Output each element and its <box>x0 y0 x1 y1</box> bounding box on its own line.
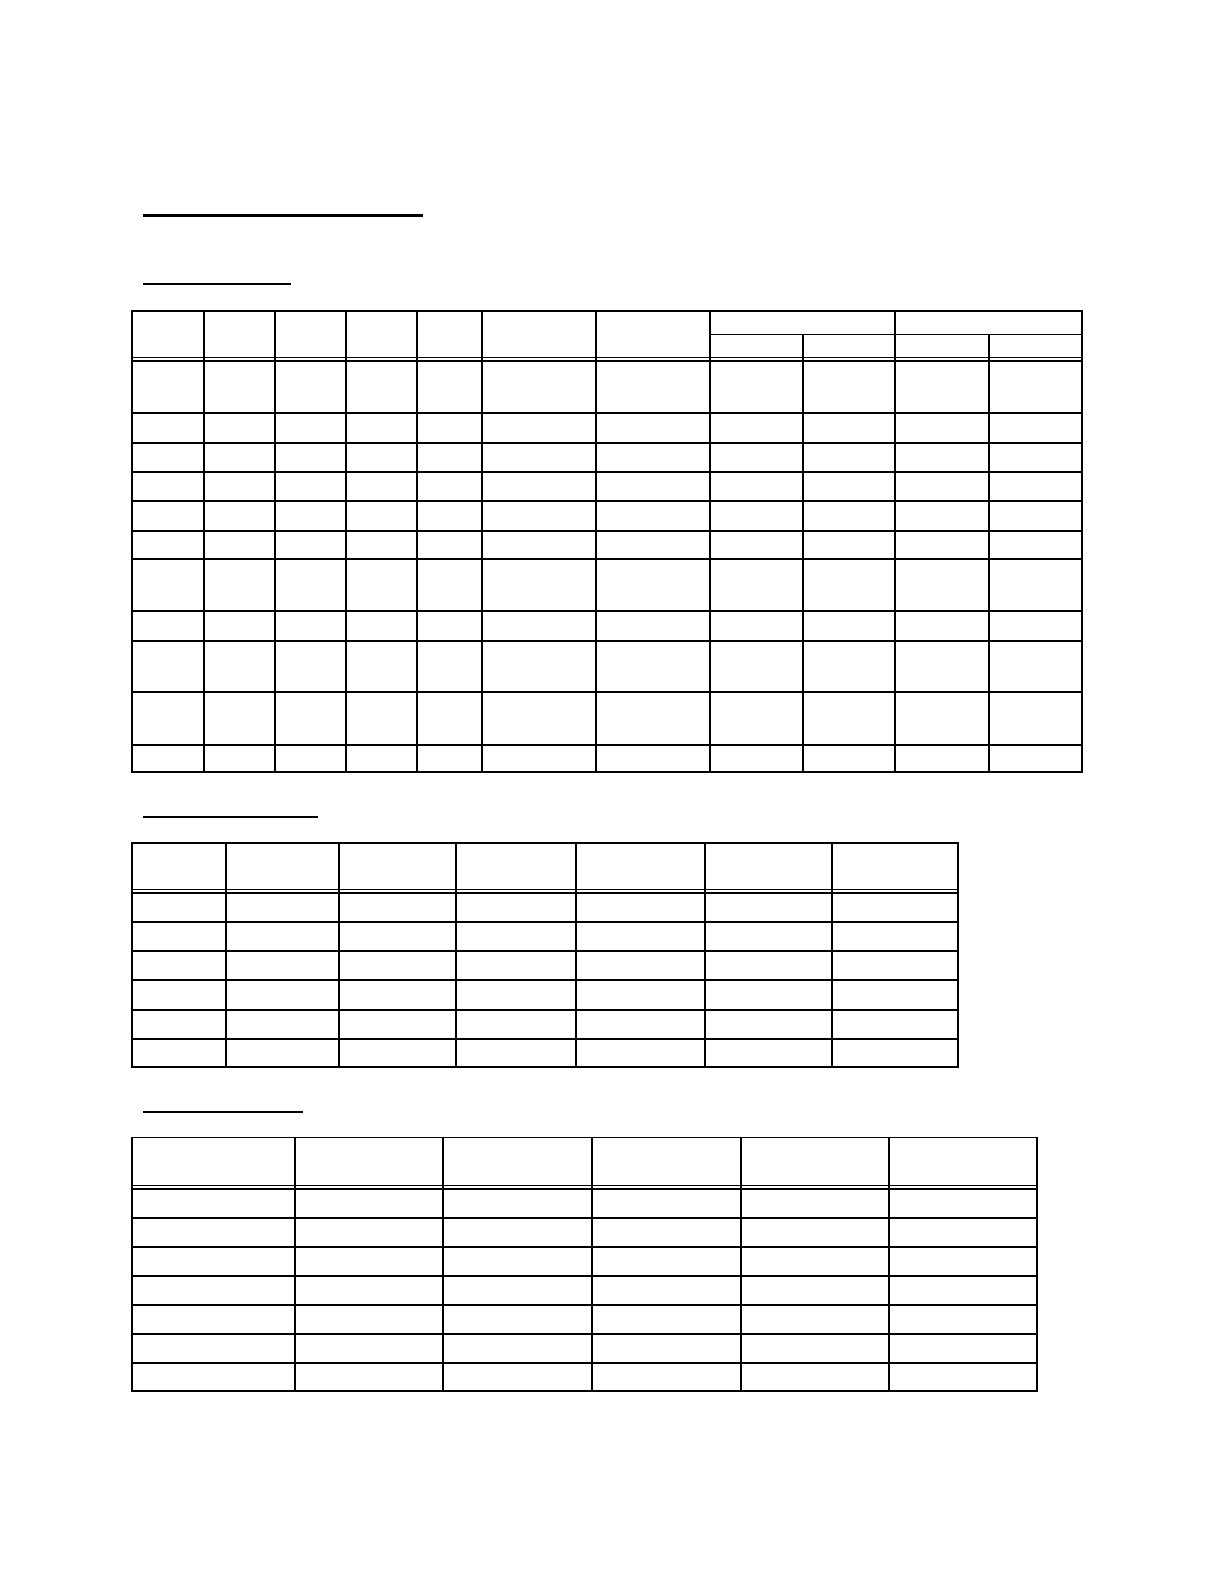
table-border-top <box>131 842 959 844</box>
table-column-line <box>894 310 896 773</box>
document-title-underline <box>143 214 423 217</box>
table-column-line <box>131 310 133 773</box>
table-column-line <box>442 1137 444 1392</box>
table-column-line <box>225 842 227 1068</box>
table-column-line <box>131 1137 133 1392</box>
section-1-title-underline <box>143 283 291 285</box>
table-column-line <box>704 842 706 1068</box>
table-column-line <box>575 842 577 1068</box>
table-column-line <box>709 310 711 773</box>
table-row-line <box>131 1038 959 1040</box>
table-column-line <box>294 1137 296 1392</box>
table-header-line <box>131 1185 1038 1186</box>
table-border-top <box>131 1137 1038 1138</box>
table-header-line <box>131 1188 1038 1190</box>
table-column-line <box>1036 1137 1038 1392</box>
table-column-line <box>888 1137 890 1392</box>
section-2-title-underline <box>143 816 318 818</box>
table-column-line <box>988 334 990 773</box>
table-column-line <box>831 842 833 1068</box>
table-column-line <box>274 310 276 773</box>
table-column-line <box>481 310 483 773</box>
table-header-line <box>131 889 959 890</box>
table-column-line <box>591 1137 593 1392</box>
table-row-line <box>131 1275 1038 1277</box>
table-border-bottom <box>131 1390 1038 1392</box>
table-row-line <box>131 950 959 952</box>
table-column-line <box>802 334 804 773</box>
table-header-line <box>131 892 959 894</box>
table-row-line <box>131 1333 1038 1335</box>
table-border-bottom <box>131 1066 959 1068</box>
table-row-line <box>131 1217 1038 1219</box>
table-column-line <box>345 310 347 773</box>
table-row-line <box>131 1009 959 1011</box>
table-row-line <box>131 921 959 923</box>
table-column-line <box>338 842 340 1068</box>
table-column-line <box>203 310 205 773</box>
table-column-line <box>740 1137 742 1392</box>
table-row-line <box>131 979 959 981</box>
table-column-line <box>455 842 457 1068</box>
table-row-line <box>131 1362 1038 1364</box>
table-column-line <box>595 310 597 773</box>
section-3-title-underline <box>143 1111 303 1113</box>
table-column-line <box>1081 310 1083 773</box>
table-column-line <box>416 310 418 773</box>
table-row-line <box>131 1304 1038 1306</box>
table-column-line <box>957 842 959 1068</box>
table-row-line <box>131 1246 1038 1248</box>
table-column-line <box>131 842 133 1068</box>
